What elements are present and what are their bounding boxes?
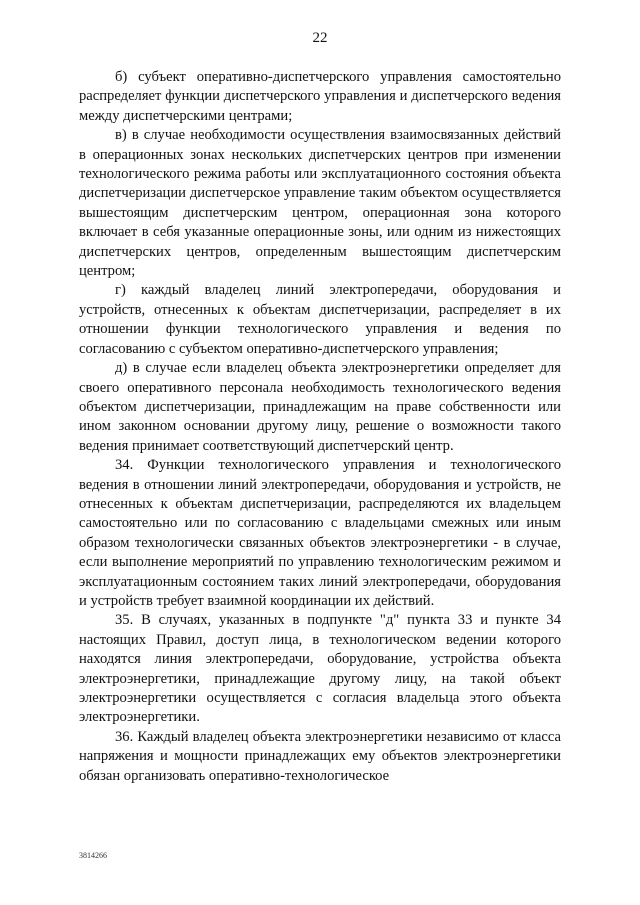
paragraph-36: 36. Каждый владелец объекта электроэнергетики независимо от класса напряжения и мощности принадлежащих ему объектов электроэнергетики обязан организовать оперативно-технологическое [79, 728, 561, 784]
page-number: 22 [312, 30, 328, 46]
document-body [79, 68, 561, 786]
paragraph-v: в) в случае необходимости осуществления взаимосвязанных действий в операционных зонах нескольких диспетчерских центров при изменении технологического режима работы или эксплуатационного состояния объекта диспетчеризации диспетчерское управление таким объектом осуществляется вышестоящим диспетчерским центром, операционная зона которого включает в себя указанные операционные зоны, или одним из нижестоящих диспетчерских центров, определенным вышестоящим диспетчерским центром; [79, 127, 561, 280]
paragraph-g: г) каждый владелец линий электропередачи, оборудования и устройств, отнесенных к объектам диспетчеризации, распределяет в их отношении функции технологического управления и ведения по согласованию с субъектом оперативно-диспетчерского управления; [79, 282, 561, 357]
paragraph-35: 35. В случаях, указанных в подпункте "д" пункта 33 и пункте 34 настоящих Правил, доступ лица, в технологическом ведении которого находятся линия электропередачи, оборудование, устройства объекта электроэнергетики, принадлежащие другому лицу, на такой объект электроэнергетики осуществляется с согласия владельца этого объекта электроэнергетики. [79, 612, 561, 726]
paragraph-d: д) в случае если владелец объекта электроэнергетики определяет для своего оперативного персонала необходимость технологического ведения объектом диспетчеризации, принадлежащим на праве собственности или ином законном основании другому лицу, решение о возможности такого ведения принимает соответствующий диспетчерский центр. [79, 360, 561, 454]
paragraph-b: б) субъект оперативно-диспетчерского управления самостоятельно распределяет функции диспетчерского управления и диспетчерского ведения между диспетчерскими центрами; [79, 69, 561, 124]
paragraph-34: 34. Функции технологического управления и технологического ведения в отношении линий электропередачи, оборудования и устройств, не отнесенных к объектам диспетчеризации, распределяются их владельцем самостоятельно или по согласованию с владельцами смежных или иным образом технологически связанных объектов электроэнергетики - в случае, если выполнение мероприятий по управлению технологическим режимом и эксплуатационным состоянием таких линий электропередачи, оборудования и устройств требует взаимной координации их действий. [79, 457, 561, 609]
document-code: 3814266 [79, 851, 107, 860]
